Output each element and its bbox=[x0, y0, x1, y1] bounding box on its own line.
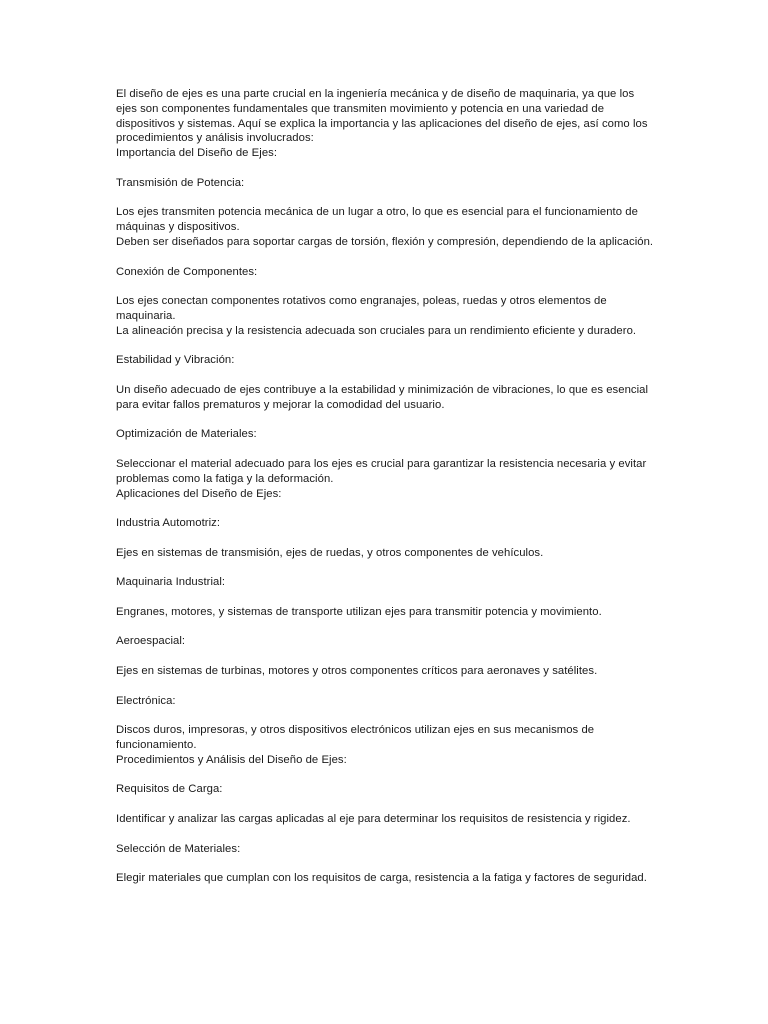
transmission-paragraph-2: Deben ser diseñados para soportar cargas de torsión, flexión y compresión, dependiendo de la aplicación. bbox=[116, 235, 654, 248]
transmission-heading: Transmisión de Potencia: bbox=[116, 176, 245, 189]
materials-optimization-paragraph-1: Seleccionar el material adecuado para los ejes es crucial para garantizar la resistencia necesaria y evitar problemas como la fatiga y la deformación. bbox=[116, 457, 647, 485]
automotive-heading: Industria Automotriz: bbox=[116, 517, 221, 530]
industrial-paragraph-1: Engranes, motores, y sistemas de transporte utilizan ejes para transmitir potencia y movimiento. bbox=[116, 605, 602, 618]
electronics-heading: Electrónica: bbox=[116, 694, 176, 707]
blank-line bbox=[116, 827, 656, 842]
procedures-heading: Procedimientos y Análisis del Diseño de Ejes: bbox=[116, 753, 347, 766]
blank-line bbox=[116, 501, 656, 516]
blank-line bbox=[116, 279, 656, 294]
blank-line bbox=[116, 161, 656, 176]
blank-line bbox=[116, 250, 656, 265]
blank-line bbox=[116, 708, 656, 723]
blank-line bbox=[116, 413, 656, 428]
blank-line bbox=[116, 856, 656, 871]
stability-paragraph-1: Un diseño adecuado de ejes contribuye a la estabilidad y minimización de vibraciones, lo que es esencial para evitar fallos prematuros y mejorar la comodidad del usuario. bbox=[116, 383, 649, 411]
blank-line bbox=[116, 339, 656, 354]
transmission-paragraph-1: Los ejes transmiten potencia mecánica de un lugar a otro, lo que es esencial para el funcionamiento de máquinas y dispositivos. bbox=[116, 206, 638, 234]
industrial-heading: Maquinaria Industrial: bbox=[116, 576, 226, 589]
stability-heading: Estabilidad y Vibración: bbox=[116, 354, 235, 367]
importance-heading: Importancia del Diseño de Ejes: bbox=[116, 147, 278, 160]
blank-line bbox=[116, 368, 656, 383]
materials-optimization-heading: Optimización de Materiales: bbox=[116, 428, 257, 441]
connection-paragraph-2: La alineación precisa y la resistencia adecuada son cruciales para un rendimiento eficiente y duradero. bbox=[116, 324, 637, 337]
aerospace-paragraph-1: Ejes en sistemas de turbinas, motores y otros componentes críticos para aeronaves y satélites. bbox=[116, 665, 598, 678]
connection-paragraph-1: Los ejes conectan componentes rotativos como engranajes, poleas, ruedas y otros elementos de maquinaria. bbox=[116, 295, 607, 322]
material-selection-heading: Selección de Materiales: bbox=[116, 842, 241, 855]
blank-line bbox=[116, 442, 656, 457]
automotive-paragraph-1: Ejes en sistemas de transmisión, ejes de ruedas, y otros componentes de vehículos. bbox=[116, 546, 544, 559]
blank-line bbox=[116, 679, 656, 694]
blank-line bbox=[116, 797, 656, 812]
blank-line bbox=[116, 531, 656, 546]
document-body bbox=[116, 87, 656, 886]
electronics-paragraph-1: Discos duros, impresoras, y otros dispositivos electrónicos utilizan ejes en sus mecanismos de funcionamiento. bbox=[116, 724, 595, 752]
blank-line bbox=[116, 620, 656, 635]
load-requirements-paragraph-1: Identificar y analizar las cargas aplicadas al eje para determinar los requisitos de resistencia y rigidez. bbox=[116, 813, 631, 826]
aerospace-heading: Aeroespacial: bbox=[116, 635, 186, 648]
applications-heading: Aplicaciones del Diseño de Ejes: bbox=[116, 487, 282, 500]
blank-line bbox=[116, 590, 656, 605]
blank-line bbox=[116, 561, 656, 576]
load-requirements-heading: Requisitos de Carga: bbox=[116, 783, 223, 796]
material-selection-paragraph-1: Elegir materiales que cumplan con los requisitos de carga, resistencia a la fatiga y factores de seguridad. bbox=[116, 872, 647, 885]
connection-heading: Conexión de Componentes: bbox=[116, 265, 258, 278]
intro-paragraph: El diseño de ejes es una parte crucial en la ingeniería mecánica y de diseño de maquinaria, ya que los ejes son componentes fundamentales que transmiten movimiento y potencia en una variedad de dispositivos y sistemas. Aquí se explica la importancia y las aplicaciones del diseño de ejes, así como los procedimientos y análisis involucrados: bbox=[116, 88, 648, 145]
blank-line bbox=[116, 191, 656, 206]
blank-line bbox=[116, 768, 656, 783]
blank-line bbox=[116, 649, 656, 664]
